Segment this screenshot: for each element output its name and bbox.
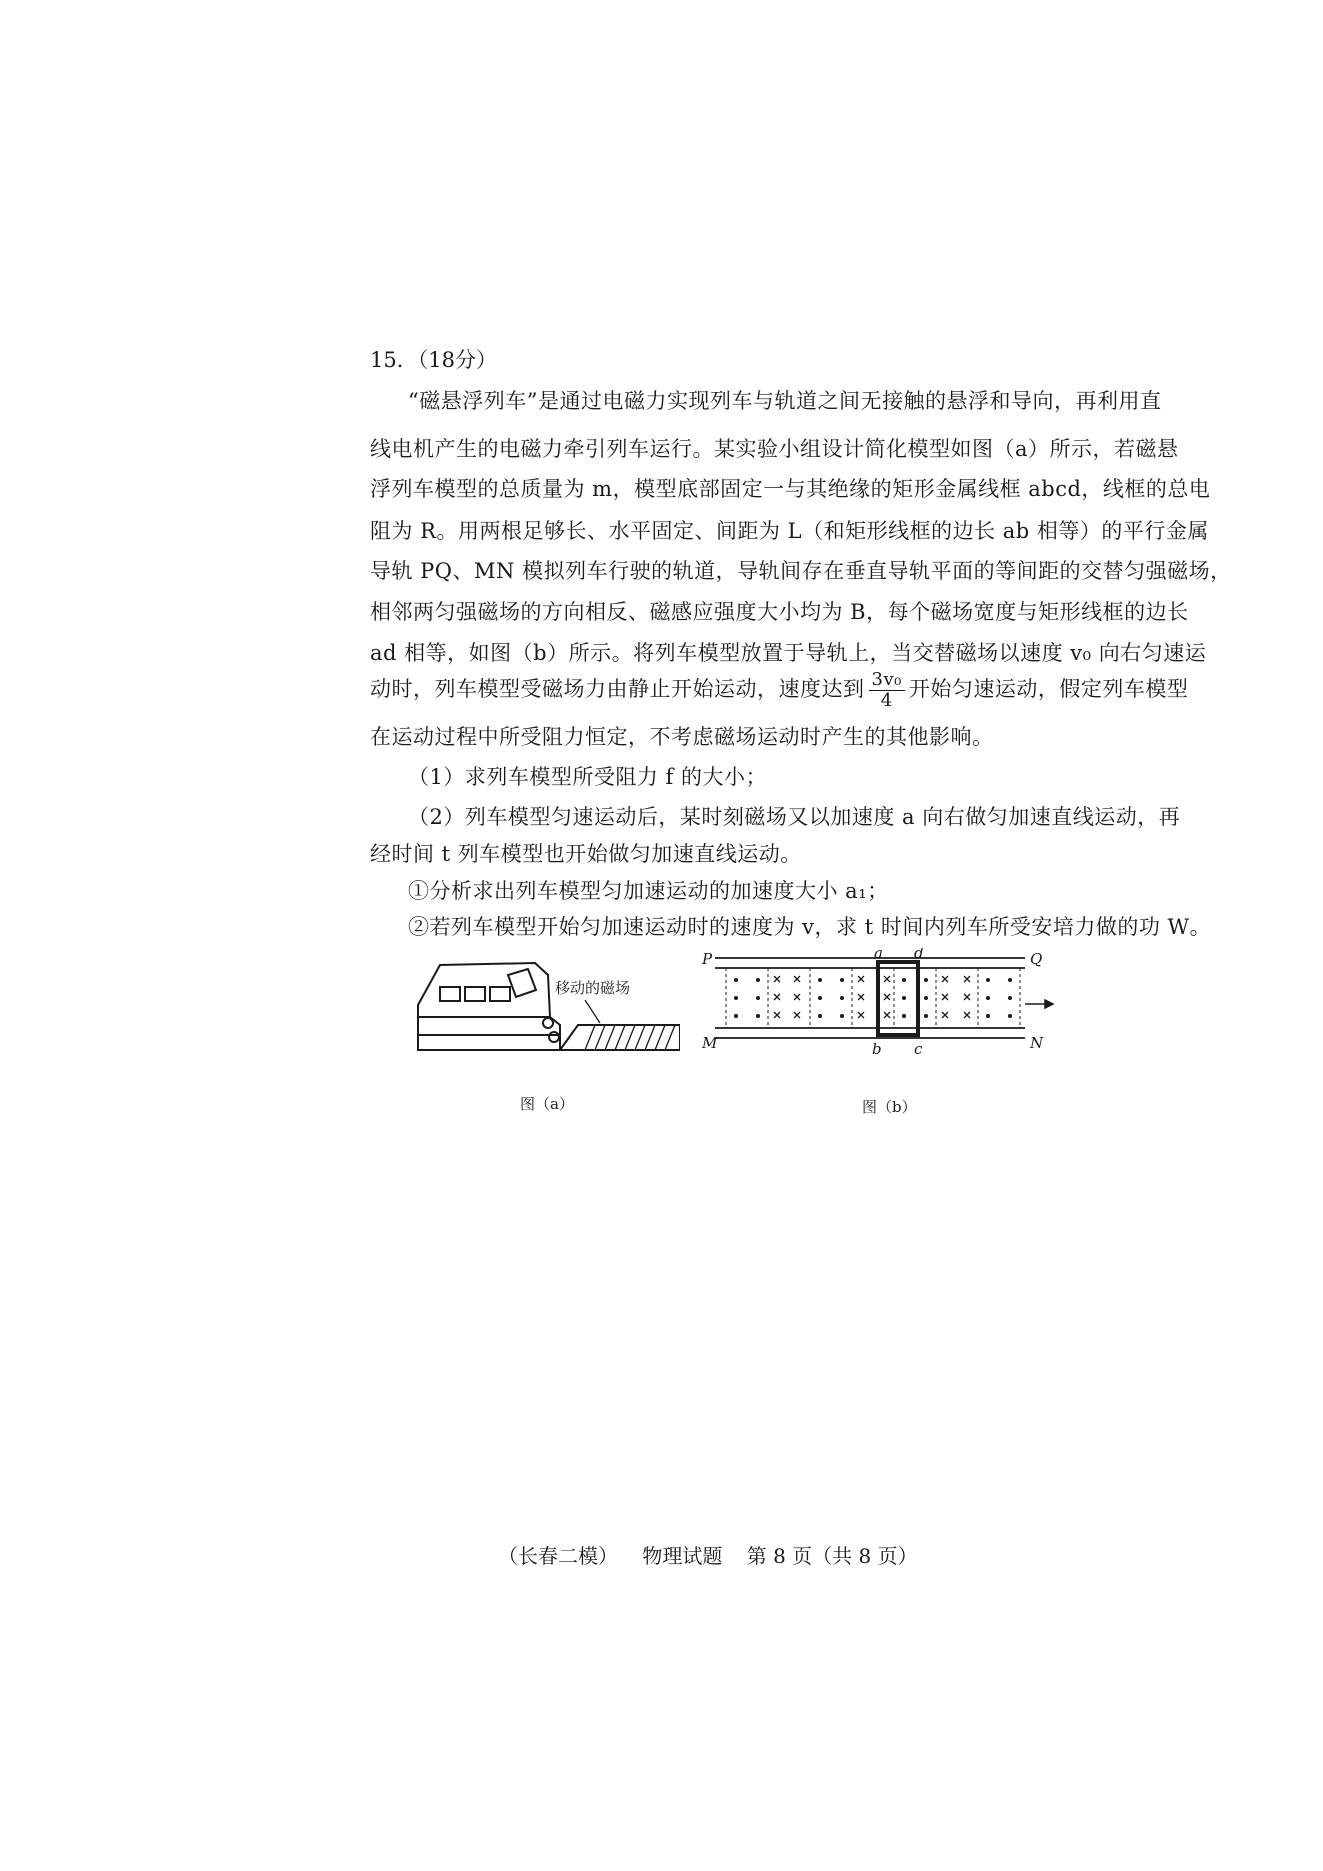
label-c: c (914, 1040, 923, 1058)
intro-line-4: 阻为 R。用两根足够长、水平固定、间距为 L（和矩形线框的边长 ab 相等）的平行金属 (370, 519, 1209, 543)
coil-frame-abcd (878, 962, 918, 1035)
intro-line-9: 在运动过程中所受阻力恒定，不考虑磁场运动时产生的其他影响。 (370, 725, 994, 749)
figure-b-rails-field (700, 948, 1060, 1073)
label-d: d (914, 948, 924, 962)
intro-line-8 (370, 670, 1188, 711)
subquestion-2a: ①分析求出列车模型匀加速运动的加速度大小 a₁； (408, 879, 889, 903)
figure-a-field-label: 移动的磁场 (555, 979, 631, 997)
page-footer (498, 1540, 936, 1569)
line8-after: 开始匀速运动，假定列车模型 (908, 676, 1189, 701)
label-Q: Q (1030, 950, 1043, 968)
label-M: M (702, 1034, 718, 1052)
footer-page: 第 8 页（共 8 页） (746, 1544, 918, 1568)
label-P: P (702, 950, 713, 968)
subquestion-2-line-1: （2）列车模型匀速运动后，某时刻磁场又以加速度 a 向右做匀加速直线运动，再 (408, 805, 1181, 829)
figure-a-caption: 图（a） (520, 1095, 574, 1113)
intro-line-5: 导轨 PQ、MN 模拟列车行驶的轨道，导轨间存在垂直导轨平面的等间距的交替匀强磁场， (370, 559, 1232, 583)
footer-subject: 物理试题 (642, 1544, 723, 1568)
subquestion-1: （1）求列车模型所受阻力 f 的大小； (408, 765, 767, 789)
line8-before: 动时，列车模型受磁场力由静止开始运动，速度达到 (370, 676, 865, 701)
figure-a-train (410, 955, 680, 1070)
footer-exam: （长春二模） (498, 1544, 618, 1568)
fraction-3v0-over-4 (869, 670, 905, 711)
label-N: N (1030, 1034, 1044, 1052)
intro-line-1: “磁悬浮列车”是通过电磁力实现列车与轨道之间无接触的悬浮和导向，再利用直 (408, 389, 1162, 413)
question-number: 15．（18分） (370, 348, 497, 372)
label-a: a (874, 948, 883, 962)
intro-line-6: 相邻两匀强磁场的方向相反、磁感应强度大小均为 B，每个磁场宽度与矩形线框的边长 (370, 600, 1189, 624)
intro-line-3: 浮列车模型的总质量为 m，模型底部固定一与其绝缘的矩形金属线框 abcd，线框的总电 (370, 477, 1211, 501)
subquestion-2-line-2: 经时间 t 列车模型也开始做匀加速直线运动。 (370, 842, 802, 866)
intro-line-2: 线电机产生的电磁力牵引列车运行。某实验小组设计简化模型如图（a）所示，若磁悬 (370, 437, 1179, 461)
intro-line-7: ad 相等，如图（b）所示。将列车模型放置于导轨上，当交替磁场以速度 v₀ 向右匀速运 (370, 641, 1207, 665)
label-b: b (872, 1040, 882, 1058)
subquestion-2b: ②若列车模型开始匀加速运动时的速度为 v，求 t 时间内列车所受安培力做的功 W。 (408, 915, 1212, 939)
frac-numerator: 3v₀ (869, 670, 905, 691)
frac-denominator: 4 (880, 689, 893, 711)
figure-b-caption: 图（b） (862, 1098, 917, 1116)
